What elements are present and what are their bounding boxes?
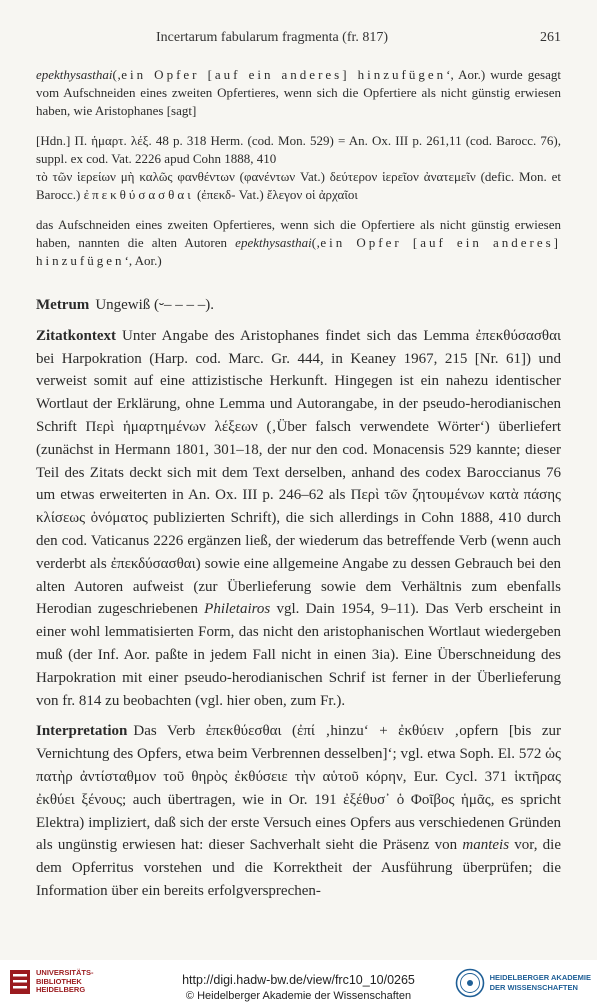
permalink[interactable]: http://digi.hadw-bw.de/view/frc10_10/0265 [182,973,415,987]
academy-logo-text: HEIDELBERGER AKADEMIE DER WISSENSCHAFTEN [489,973,591,992]
fragment-text: epekthysasthai(‚ein Opfer [auf ein anderes] hinzufügen‘, Aor.) wurde gesagt vom Aufschneiden eines zweiten Opfertieres, wenn sich die Opfertiere als nicht günstig erwiesen haben, wie Aristophanes [sagt] [36,67,561,118]
testimonium-greek: τὸ τῶν ἱερείων μὴ καλῶς φανθέντων (φανέντων Vat.) δεύτερον ἱερεῖον ἀνατεμεῖν (defic. Mon. et Barocc.) ἐπεκθύσασθαι (ἐπεκδ- Vat.) ἔλεγον οἱ ἀρχαῖοι [36,169,561,202]
greek-lemma: ἐπεκθύσασθαι [83,187,194,202]
section-metrum [36,294,561,317]
page-body [36,66,561,903]
academy-seal-icon [455,968,485,998]
metrum-heading: Metrum [36,297,90,313]
library-logo-text: UNIVERSITÄTS- BIBLIOTHEK HEIDELBERG [36,968,94,995]
section-zitatkontext: Zitatkontext Unter Angabe des Aristophanes findet sich das Lemma ἐπεκθύσασθαι bei Harpokration (Harp. cod. Marc. Gr. 444, in Keaney 1967, 215 [Nr. 61]) und verweist somit auf eine attizistische Herkunft. Hingegen ist ein nahezu identischer Wortlaut der Erklärung, ohne Lemma und Autorangabe, in der pseudo-herodianischen Schrift Περὶ ἡμαρτημένων λέξεων (‚Über falsch verwendete Wörter‘) überliefert (zunächst in Hermann 1801, 301–18, der nur den cod. Monacensis 529 kannte; dieser Teil des Zitats deckt sich mit dem Text derselben, anhand des codex Baroccianus 76 um etwas erweiterten in An. Ox. III p. 246–62 als Περὶ τῶν ζητουμένων κατὰ πάσης κλίσεως ὀνόματος publizierten Schrift), die sich allerdings in Cohn 1888, 410 durch den cod. Vaticanus 2226 ergänzen ließ, der wiederum das betreffende Verb (wenn auch verderbt als ἐπεκδύσασθαι) sowie eine allgemeine Angabe zu dessen Gebrauch bei den alten Autoren aufweist (zur Überlieferung sowie dem Verhältnis zum ebenfalls Herodian zugeschriebenen Philetairos vgl. Dain 1954, 9–11). Das Verb erscheint in einer wohl lemmatisierten Form, das nicht den aristophanischen Wortlaut wiedergeben muß (der Inf. Aor. paßte in jedem Fall nicht in einen 3ia). Eine Überschneidung des Harpokration mit einer pseudo-herodianischen Schrif ist ferner in der Überlieferung von fr. 814 zu beobachten (vgl. hier oben, zum Fr.). [36,327,562,709]
zitatkontext-heading: Zitatkontext [36,327,116,344]
testimonium-source: [Hdn.] Π. ἡμαρτ. λέξ. 48 p. 318 Herm. (cod. Mon. 529) = An. Ox. III p. 261,11 (cod. Barocc. 76), suppl. ex cod. Vat. 2226 apud Cohn 1888, 410 [36,133,561,166]
fragment-lemma: epekthysasthai [36,67,113,82]
running-title: Incertarum fabularum fragmenta (fr. 817) [156,30,389,45]
interpretation-heading: Interpretation [36,723,128,740]
translation: das Aufschneiden eines zweiten Opfertieres, wenn sich die Opfertiere als nicht günstig erwiesen haben, nannten die alten Autoren epekthysasthai(‚ein Opfer [auf ein anderes] hinzufügen‘, Aor.) [36,217,561,268]
copyright-notice: © Heidelberger Akademie der Wissenschaften [185,990,412,1002]
lemma-gloss: ein Opfer [auf ein anderes] hinzufügen [121,67,447,82]
academy-logo[interactable] [455,968,591,998]
metrum-text: Ungewiß (⏑– – – –). [95,297,215,313]
page-number: 261 [540,30,561,45]
section-interpretation: Interpretation Das Verb ἐπεκθύεσθαι (ἐπί ‚hinzu‘ + ἐκθύειν ‚opfern [bis zur Vernichtung des Opfers, etwa beim Verbrennen desselben]‘; vgl. etwa Soph. El. 572 ὡς πατὴρ ἀντίσταθμον τοῦ θηρὸς ἐκθύσειε τὴν αὑτοῦ κόρην, Eur. Cycl. 371 ἱκτῆρας ἐκθύει ξένους; auch übertragen, wie in Or. 191 ἐξέθυσ᾽ ὁ Φοῖβος ἡμᾶς, es spricht Elektra) impliziert, daß sich der erste Versuch eines Opfers aus verschiedenen Gründen als ungünstig erwiesen hat: dieser Sachverhalt sieht die Präsenz von manteis vor, die dem Opferritus vorstehen und die Korrektheit der Ausführung überprüfen; die Information über ein bereits erfolgversprechen- [36,723,561,899]
viewer-footer [0,960,597,1008]
